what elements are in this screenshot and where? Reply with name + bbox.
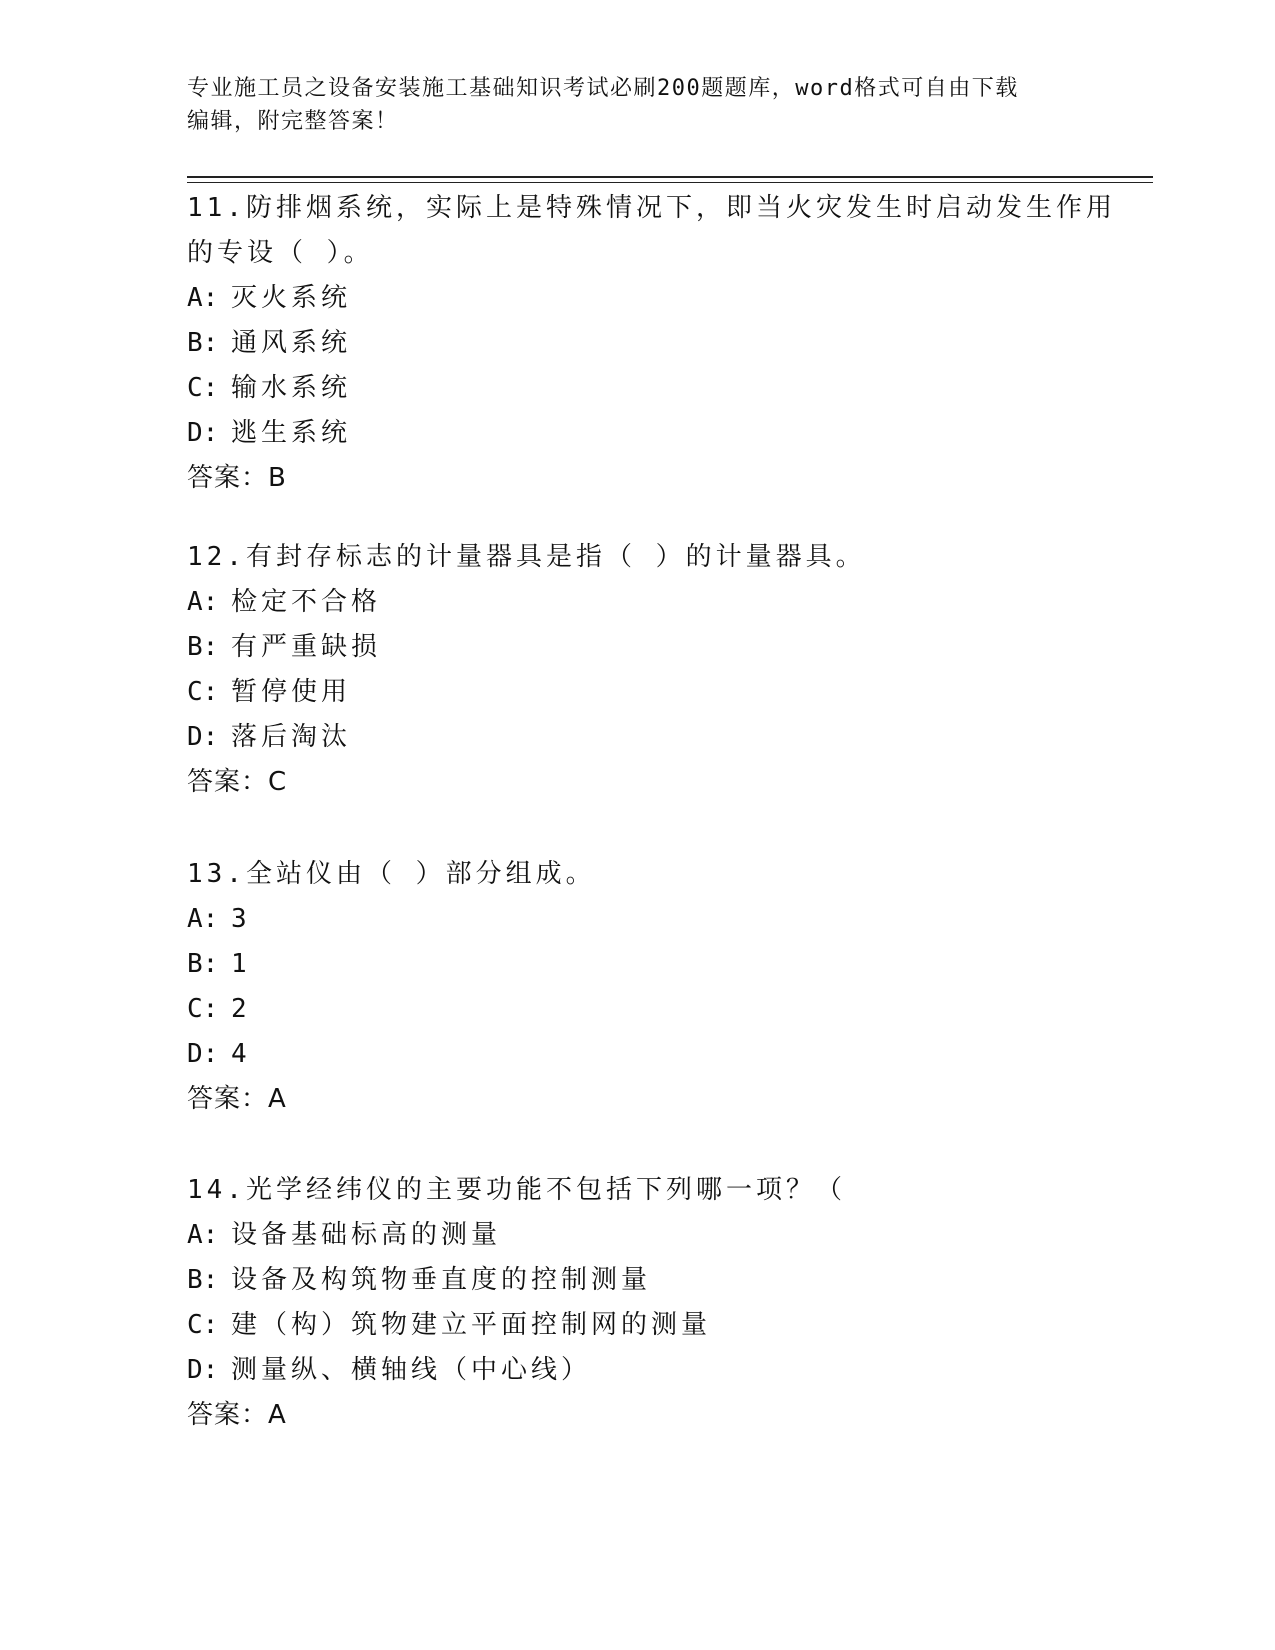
- option-letter: C:: [187, 1310, 219, 1340]
- option-text: 输水系统: [231, 373, 352, 403]
- option-d: [187, 715, 1087, 760]
- question-stem-line: 12.有封存标志的计量器具是指（ ）的计量器具。: [187, 542, 866, 572]
- option-text: 灭火系统: [231, 283, 352, 313]
- option-text: 通风系统: [231, 328, 352, 358]
- option-letter: A:: [187, 1220, 219, 1250]
- option-c: [187, 1303, 1087, 1348]
- option-d: [187, 1032, 1087, 1077]
- question-12: [187, 535, 1087, 805]
- question-stem-line: 13.全站仪由（ ）部分组成。: [187, 859, 596, 889]
- answer-line: 答案：A: [187, 1084, 287, 1114]
- option-letter: B:: [187, 632, 219, 662]
- option-letter: B:: [187, 949, 219, 979]
- document-header: [187, 72, 1067, 138]
- option-b: [187, 1258, 1087, 1303]
- answer-line: 答案：B: [187, 463, 287, 493]
- question-stem-line: 的专设（ ）。: [187, 238, 374, 268]
- option-c: [187, 366, 1087, 411]
- option-letter: B:: [187, 1265, 219, 1295]
- option-d: [187, 411, 1087, 456]
- option-b: [187, 942, 1087, 987]
- option-letter: A:: [187, 904, 219, 934]
- option-text: 暂停使用: [231, 677, 352, 707]
- option-letter: D:: [187, 1355, 219, 1385]
- option-text: 建（构）筑物建立平面控制网的测量: [231, 1310, 712, 1340]
- option-b: [187, 321, 1087, 366]
- option-letter: C:: [187, 373, 219, 403]
- option-a: [187, 276, 1087, 321]
- option-c: [187, 987, 1087, 1032]
- option-letter: A:: [187, 587, 219, 617]
- option-a: [187, 897, 1087, 942]
- option-text: 2: [231, 994, 251, 1024]
- option-letter: D:: [187, 1039, 219, 1069]
- option-letter: A:: [187, 283, 219, 313]
- question-stem-line: 14.光学经纬仪的主要功能不包括下列哪一项？（: [187, 1175, 846, 1205]
- option-letter: C:: [187, 677, 219, 707]
- option-text: 检定不合格: [231, 587, 382, 617]
- option-letter: D:: [187, 418, 219, 448]
- option-b: [187, 625, 1087, 670]
- option-text: 设备及构筑物垂直度的控制测量: [231, 1265, 652, 1295]
- option-letter: D:: [187, 722, 219, 752]
- option-text: 3: [231, 904, 251, 934]
- option-text: 1: [231, 949, 251, 979]
- option-text: 落后淘汰: [231, 722, 352, 752]
- option-letter: C:: [187, 994, 219, 1024]
- option-text: 设备基础标高的测量: [231, 1220, 502, 1250]
- header-title-line-2: 编辑，附完整答案！: [187, 109, 399, 134]
- question-11: [187, 186, 1116, 501]
- option-text: 有严重缺损: [231, 632, 382, 662]
- answer-line: 答案：A: [187, 1400, 287, 1430]
- option-c: [187, 670, 1087, 715]
- option-a: [187, 1213, 1087, 1258]
- option-text: 测量纵、横轴线（中心线）: [231, 1355, 592, 1385]
- header-title-line-1: 专业施工员之设备安装施工基础知识考试必刷200题题库，word格式可自由下载: [187, 76, 1019, 101]
- option-text: 逃生系统: [231, 418, 352, 448]
- option-a: [187, 580, 1087, 625]
- option-text: 4: [231, 1039, 251, 1069]
- question-14: [187, 1168, 1087, 1438]
- question-13: [187, 852, 1087, 1122]
- option-d: [187, 1348, 1087, 1393]
- option-letter: B:: [187, 328, 219, 358]
- header-divider-thick: [187, 176, 1153, 178]
- answer-line: 答案：C: [187, 767, 288, 797]
- header-divider-thin: [187, 182, 1153, 183]
- question-stem-line: 11.防排烟系统，实际上是特殊情况下，即当火灾发生时启动发生作用: [187, 193, 1116, 223]
